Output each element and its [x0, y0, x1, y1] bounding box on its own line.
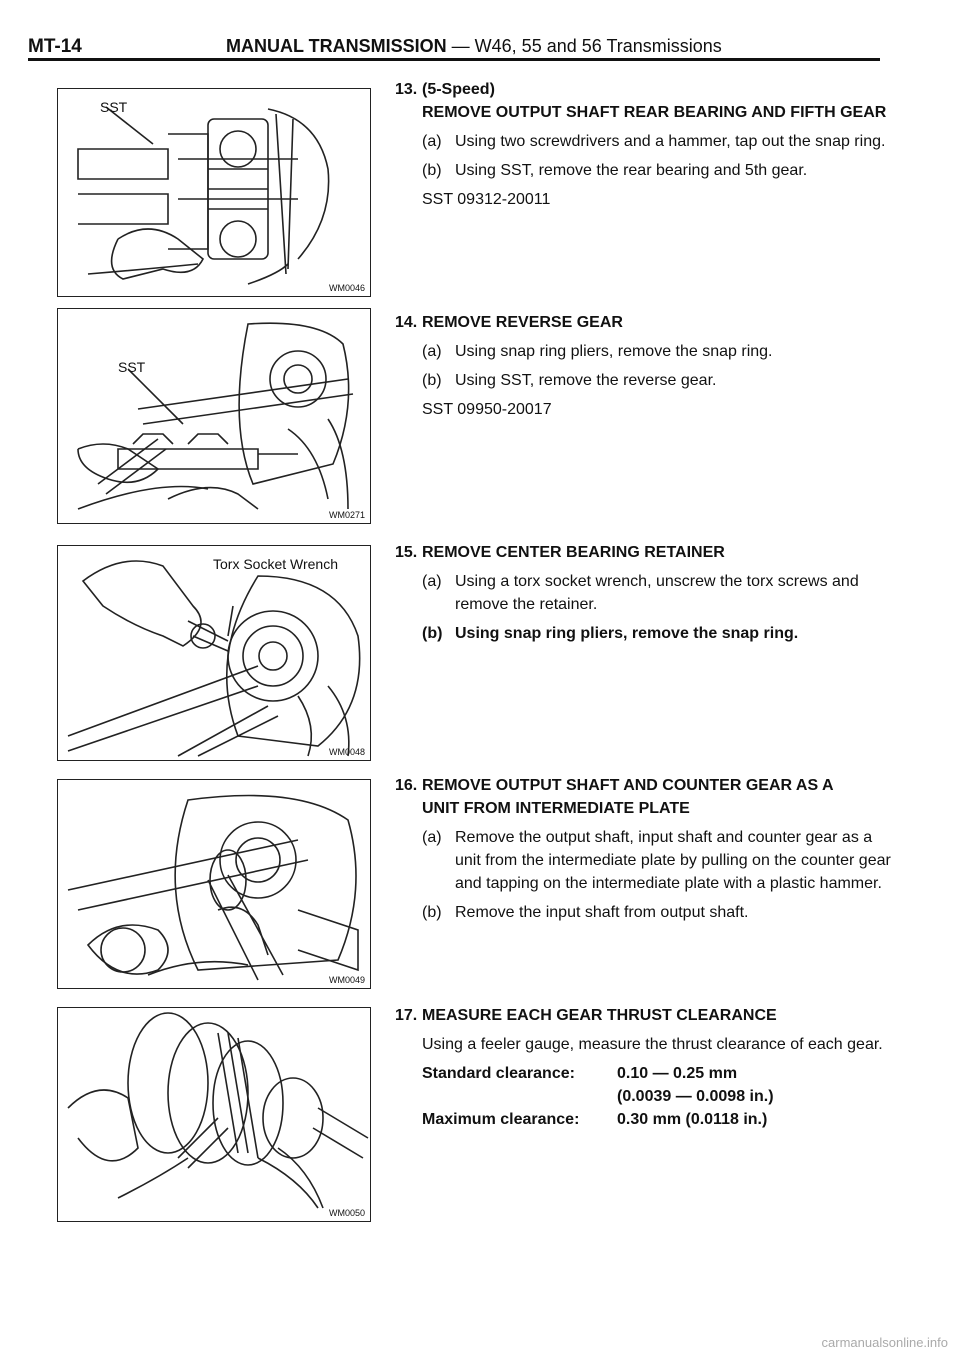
figure-label: SST	[100, 99, 128, 115]
figure-code: WM0050	[328, 1208, 365, 1218]
step-item	[395, 622, 895, 645]
spec-row	[395, 1062, 895, 1085]
page-title	[226, 36, 722, 57]
spec-value: (0.0039 — 0.0098 in.)	[617, 1088, 774, 1105]
spec-key: Maximum clearance:	[422, 1111, 580, 1128]
item-text: Using snap ring pliers, remove the snap ring.	[455, 625, 799, 642]
step-item	[395, 159, 895, 182]
sst-number: SST 09312-20011	[422, 191, 551, 208]
figure-label: Torx Socket Wrench	[213, 556, 339, 572]
item-text: Remove the input shaft from output shaft.	[455, 904, 749, 921]
step-item	[395, 340, 895, 363]
page-header	[28, 36, 878, 60]
item-text: Using snap ring pliers, remove the snap ring.	[455, 343, 773, 360]
illustration-feeler-gauge	[58, 1008, 370, 1221]
item-text: Using SST, remove the rear bearing and 5th gear.	[455, 162, 808, 179]
step-heading	[395, 311, 895, 334]
figure-code: WM0046	[328, 283, 365, 293]
figure-code: WM0049	[328, 975, 365, 985]
step-item	[395, 369, 895, 392]
figure-wm0049	[57, 779, 371, 989]
figure-wm0271	[57, 308, 371, 524]
item-text: Using two screwdrivers and a hammer, tap out the snap ring.	[455, 133, 886, 150]
spec-value: 0.10 — 0.25 mm	[617, 1065, 738, 1082]
step-title: REMOVE REVERSE GEAR	[422, 314, 623, 331]
item-text: Remove the output shaft, input shaft and counter gear as a unit from the intermediate plate by pulling on the counter gear and tapping on the intermediate plate with a plastic hammer.	[455, 829, 891, 892]
step-item	[395, 826, 895, 895]
illustration-bearing-puller	[58, 89, 370, 296]
watermark: carmanualsonline.info	[821, 1335, 948, 1350]
item-tag: (a)	[422, 829, 442, 846]
sst-number: SST 09950-20017	[422, 401, 552, 418]
step-heading	[395, 541, 895, 564]
step-heading	[395, 1004, 895, 1027]
step-number: 14.	[395, 314, 418, 331]
step-17	[395, 1004, 895, 1131]
step-title-line2: UNIT FROM INTERMEDIATE PLATE	[422, 800, 690, 817]
figure-wm0048	[57, 545, 371, 761]
title-main: MANUAL TRANSMISSION	[226, 36, 447, 56]
figure-wm0046	[57, 88, 371, 297]
step-13	[395, 78, 895, 211]
step-number: 15.	[395, 544, 418, 561]
figure-code: WM0271	[328, 510, 365, 520]
item-text: Using SST, remove the reverse gear.	[455, 372, 717, 389]
step-title: REMOVE OUTPUT SHAFT AND COUNTER GEAR AS A	[422, 777, 834, 794]
step-item	[395, 570, 895, 616]
item-tag: (a)	[422, 343, 442, 360]
step-14	[395, 311, 895, 421]
figure-label: SST	[118, 359, 146, 375]
header-rule	[28, 58, 880, 61]
step-heading	[395, 774, 895, 797]
spec-value: 0.30 mm (0.0118 in.)	[617, 1111, 768, 1128]
step-qualifier: (5-Speed)	[422, 81, 495, 98]
step-body: Using a feeler gauge, measure the thrust clearance of each gear.	[422, 1036, 883, 1053]
step-title: REMOVE OUTPUT SHAFT REAR BEARING AND FIFTH GEAR	[422, 104, 887, 121]
step-item	[395, 901, 895, 924]
step-16	[395, 774, 895, 924]
item-tag: (b)	[422, 904, 442, 921]
item-tag: (a)	[422, 133, 442, 150]
step-number: 17.	[395, 1007, 418, 1024]
item-tag: (b)	[422, 625, 443, 642]
item-tag: (b)	[422, 372, 442, 389]
item-tag: (a)	[422, 573, 442, 590]
spec-row	[395, 1108, 895, 1131]
title-sub: — W46, 55 and 56 Transmissions	[446, 36, 722, 56]
illustration-torx-retainer	[58, 546, 370, 760]
step-title: MEASURE EACH GEAR THRUST CLEARANCE	[422, 1007, 777, 1024]
spec-key: Standard clearance:	[422, 1065, 575, 1082]
step-title: REMOVE CENTER BEARING RETAINER	[422, 544, 725, 561]
figure-code: WM0048	[328, 747, 365, 757]
step-heading	[395, 78, 895, 101]
illustration-reverse-gear-puller	[58, 309, 370, 523]
step-15	[395, 541, 895, 645]
step-item	[395, 130, 895, 153]
item-text: Using a torx socket wrench, unscrew the torx screws and remove the retainer.	[455, 573, 859, 613]
spec-row	[395, 1085, 895, 1108]
item-tag: (b)	[422, 162, 442, 179]
illustration-output-shaft-removal	[58, 780, 370, 988]
page-number: MT-14	[28, 36, 82, 57]
step-number: 13.	[395, 81, 418, 98]
step-number: 16.	[395, 777, 418, 794]
figure-wm0050	[57, 1007, 371, 1222]
